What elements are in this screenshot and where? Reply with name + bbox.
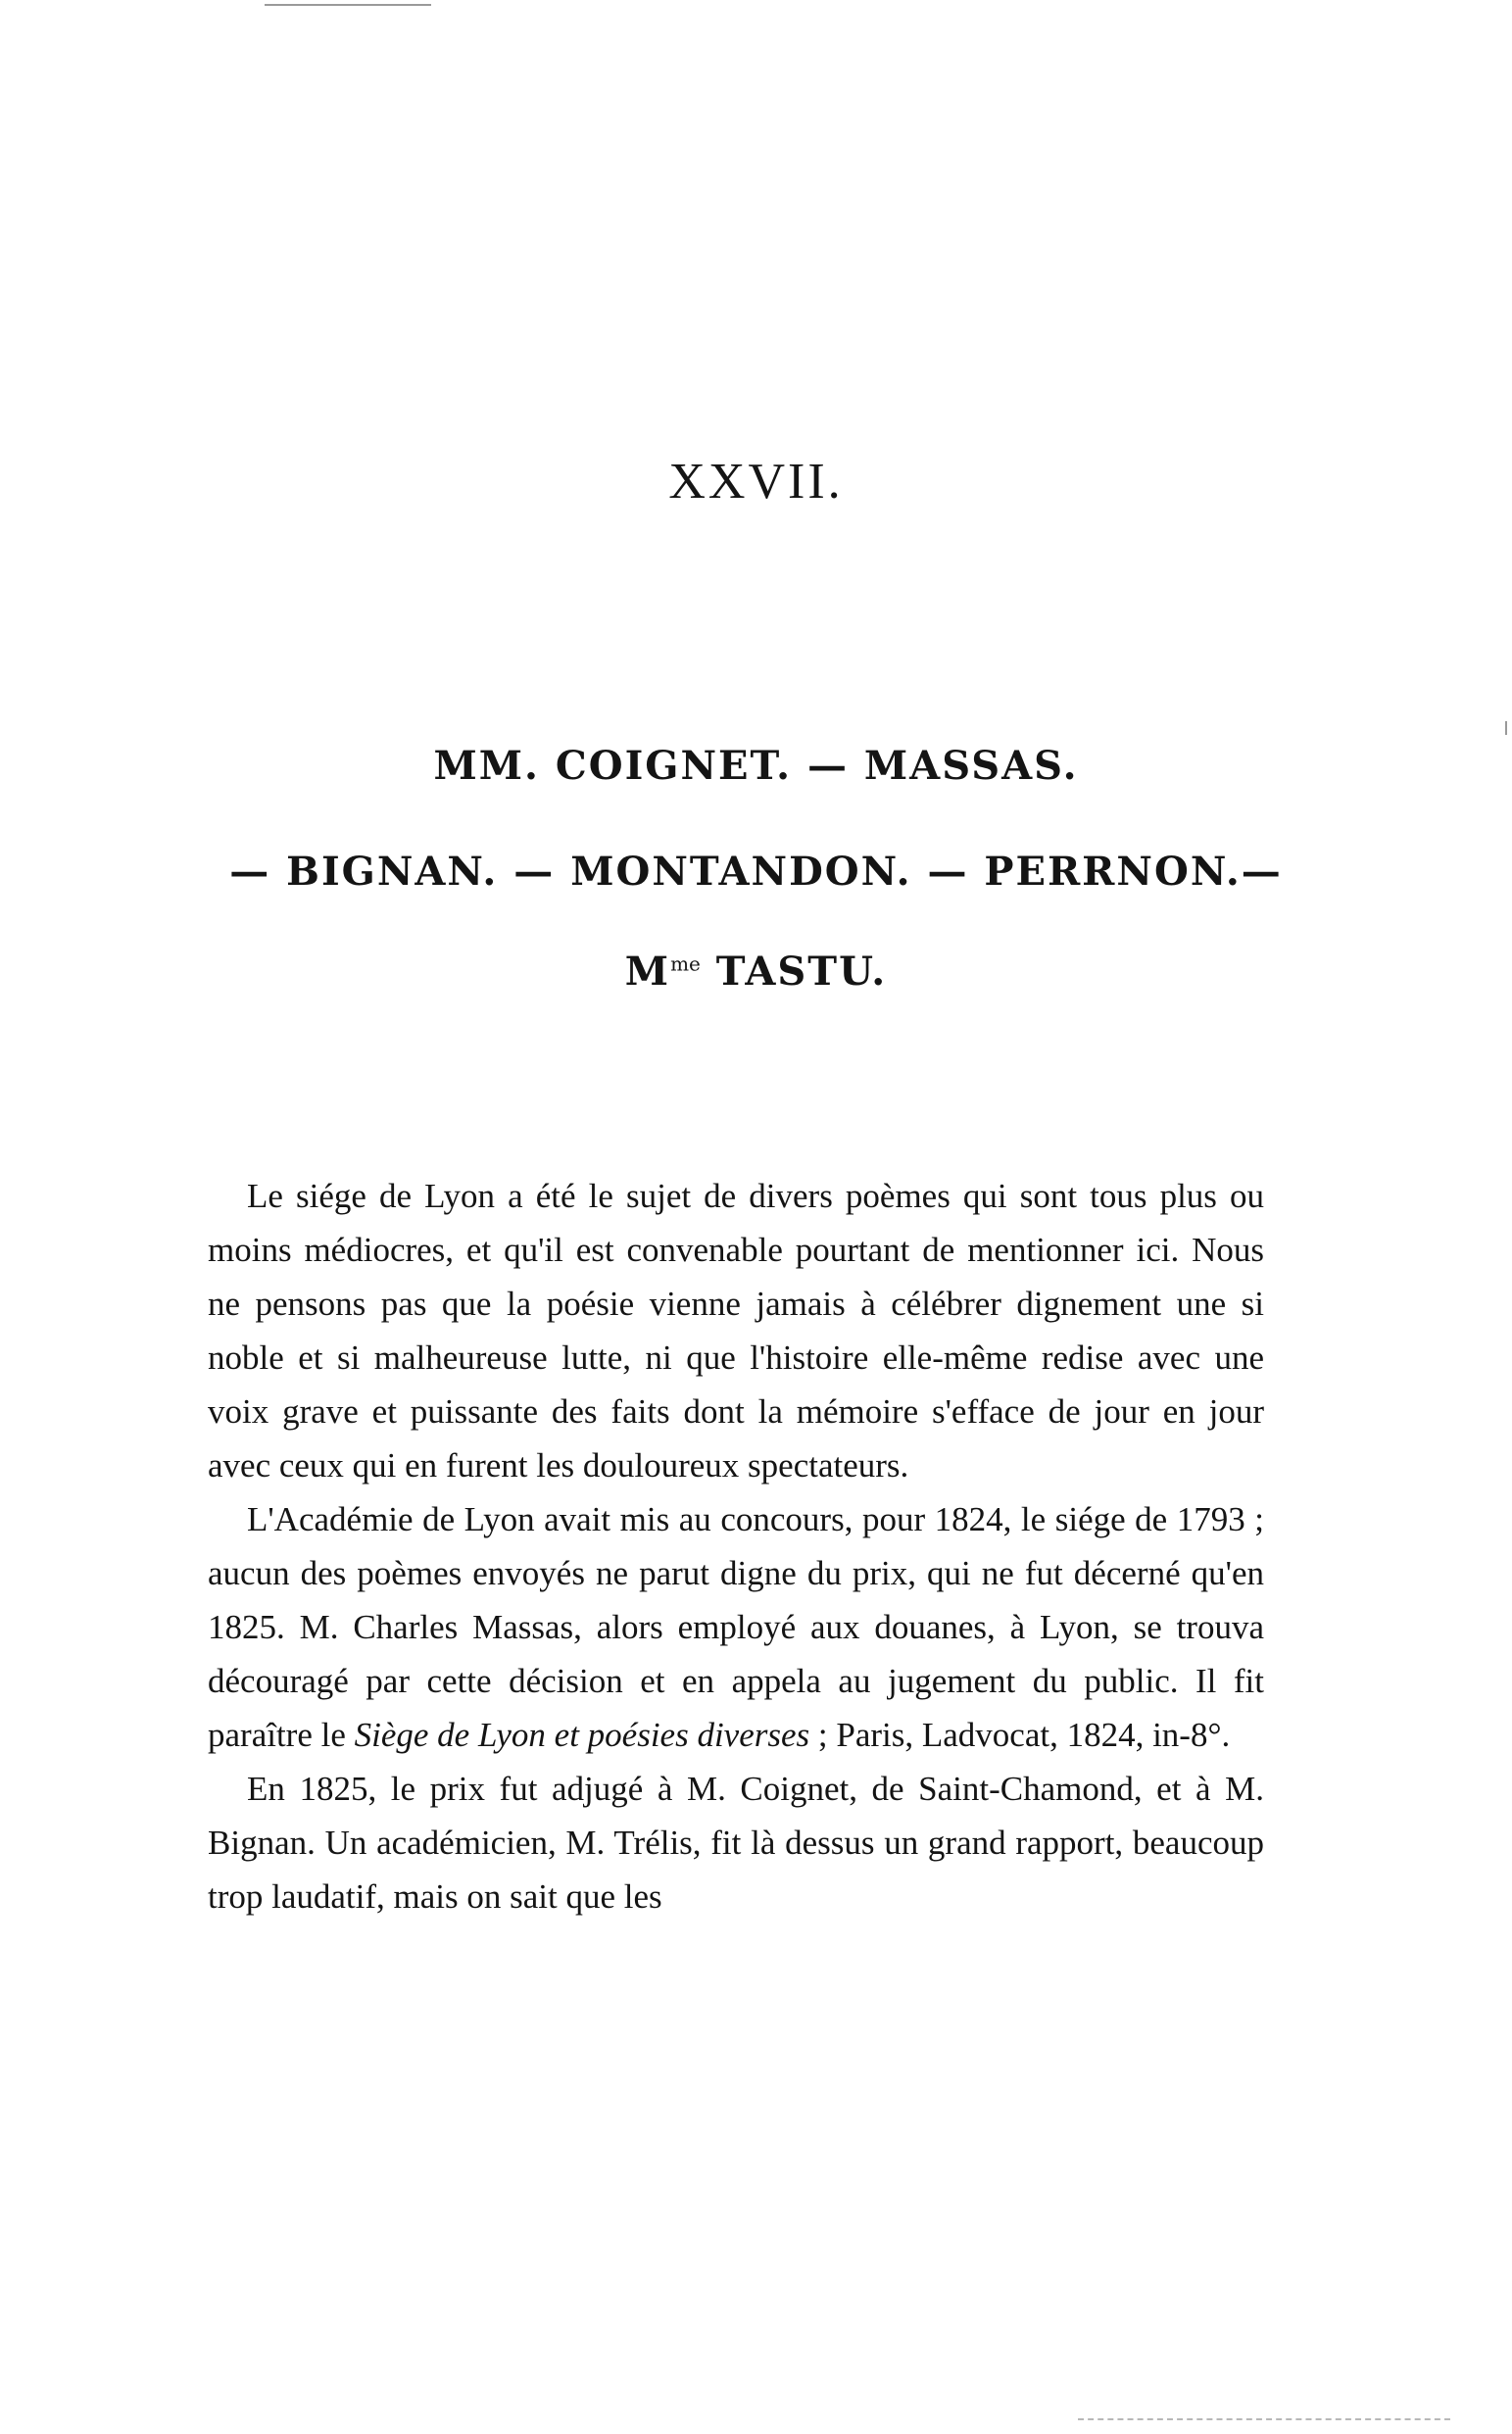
title-tastu: TASTU.	[700, 949, 888, 995]
scan-artifact-bottom	[1078, 2418, 1450, 2420]
paragraph-1: Le siége de Lyon a été le sujet de divers poèmes qui sont tous plus ou moins médiocres, et qu'il est convenable pourtant de mentionner ici. Nous ne pensons pas que la poésie vienne jamais à célébrer dignement une si noble et si malheureuse lutte, ni que l'histoire elle-même redise avec une voix grave et puissante des faits dont la mémoire s'efface de jour en jour avec ceux qui en furent les douloureux spectateurs.	[208, 1177, 1264, 1485]
paragraph-3: En 1825, le prix fut adjugé à M. Coignet, de Saint-Chamond, et à M. Bignan. Un académicien, M. Trélis, fit là dessus un grand rapport, beaucoup trop laudatif, mais on sait que les	[208, 1770, 1264, 1916]
paragraph-2	[208, 1492, 1264, 1762]
paragraph-2-text: L'Académie de Lyon avait mis au concours, pour 1824, le siége de 1793 ; aucun des poèmes envoyés ne parut digne du prix, qui ne fut décerné qu'en 1825. M. Charles Massas, alors employé aux douanes, à Lyon, se trouva découragé par cette décision et en appela au jugement du public. Il fit paraître le	[208, 1500, 1264, 1754]
chapter-title-line-2: — BIGNAN. — MONTANDON. — PERRNON.—	[229, 849, 1283, 895]
scan-artifact-top	[265, 4, 431, 6]
title-abbrev-m: M	[624, 949, 671, 995]
scan-artifact-margin	[1505, 721, 1507, 735]
chapter-title-line-3	[0, 949, 1512, 995]
chapter-number: XXVII.	[668, 454, 844, 510]
title-abbrev-sup: me	[670, 951, 701, 976]
book-title-italic: Siège de Lyon et poésies diverses	[354, 1716, 810, 1754]
chapter-title-line-1: MM. COIGNET. — MASSAS.	[433, 743, 1079, 789]
paragraph-2-citation: ; Paris, Ladvocat, 1824, in-8°.	[809, 1716, 1231, 1754]
body-text	[208, 1169, 1264, 1923]
